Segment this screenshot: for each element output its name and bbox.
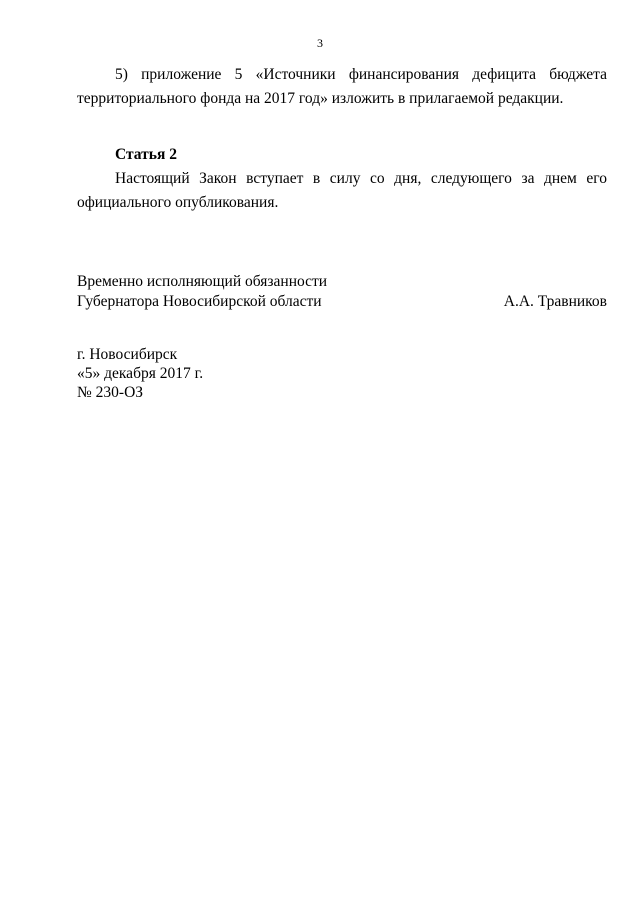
signature-block <box>77 272 607 312</box>
article-2-line-1: Настоящий Закон вступает в силу со дня, следующего за днем его <box>115 170 607 187</box>
law-details-block <box>77 345 203 402</box>
signatory-position-line-2: Губернатора Новосибирской области <box>77 293 322 310</box>
signatory-position-line-1: Временно исполняющий обязанности <box>77 273 328 290</box>
article-2-line-2: официального опубликования. <box>77 194 279 211</box>
amendment-line-1: 5) приложение 5 «Источники финансирования дефицита бюджета <box>115 66 607 83</box>
signing-date: «5» декабря 2017 г. <box>77 365 204 382</box>
signatory-name: А.А. Травников <box>503 293 607 310</box>
amendment-paragraph <box>77 63 607 111</box>
amendment-line-2: территориального фонда на 2017 год» изложить в прилагаемой редакции. <box>77 90 564 107</box>
city: г. Новосибирск <box>77 346 178 363</box>
law-number: № 230-ОЗ <box>77 384 144 401</box>
article-2-paragraph <box>77 167 607 215</box>
page-number: 3 <box>317 36 323 50</box>
signature-row <box>77 292 607 312</box>
article-2-heading: Статья 2 <box>115 146 177 163</box>
